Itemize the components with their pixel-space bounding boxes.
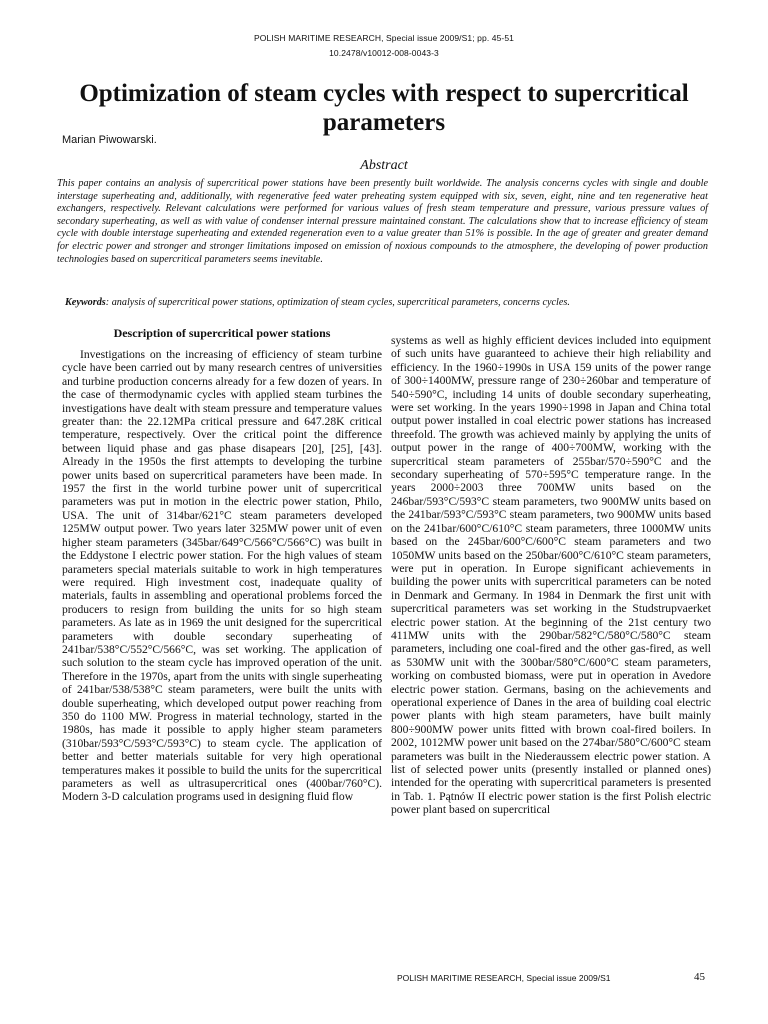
- right-column: [391, 334, 711, 817]
- doi: 10.2478/v10012-008-0043-3: [329, 48, 439, 58]
- journal-header: POLISH MARITIME RESEARCH, Special issue 2009/S1; pp. 45-51: [254, 33, 514, 43]
- footer-journal: POLISH MARITIME RESEARCH, Special issue 2009/S1: [397, 973, 611, 983]
- abstract-body: This paper contains an analysis of supercritical power stations have been presently built worldwide. The analysis concerns cycles with single and double interstage superheating and, additionally, with regenerative feed water preheating system equipped with six, seven, eight, nine and ten regenerative heat exchangers, respectively. Relevant calculations were performed for various values of fresh steam temperature and pressure, various pressure values of secondary superheating, as well as with value of condenser internal pressure maintained constant. The calculations show that to increase efficiency of steam cycle with double interstage superheating and extended regeneration even to a value greater than 51% is possible. In the age of greater and greater demand for electric power and stronger and stronger limitations imposed on emission of noxious compounds to the atmosphere, the developing of power production technologies based on supercritical parameters seems inevitable.: [57, 178, 708, 265]
- page-number: 45: [694, 971, 705, 983]
- body-paragraph: Investigations on the increasing of efficiency of steam turbine cycle have been carried out by many research centres of universities and turbine production concerns already for a few dozen of years. In the case of thermodynamic cycles with applied steam turbines the investigations have dealt with steam pressure and temperature values greater than: the 22.12MPa critical pressure and 647.28K critical temperature, respectively. Over the critical point the difference between liquid phase and gas phase disapears [20], [25], [43]. Already in the 1950s the first attempts to developing the turbine power units based on supercritical parameters have been made. In 1957 the first in the world turbine power unit of supercritical parameters was put in motion in the electric power station, Philo, USA. The unit of 314bar/621°C steam parameters developed 125MW output power. Two years later 325MW power unit of even higher steam parameters (345bar/649°C/566°C/566°C) was built in the Eddystone I electric power station. For the high values of steam parameters special materials suitable to work in high temperatures were required. High investment cost, inadequate quality of materials, faults in assembling and operational problems forced the producers to resign from building the units for so high steam parameters. As late as in 1969 the unit designed for the supercritical parameters with double secondary superheating of 241bar/538°C/552°C/566°C, was set working. The application of such solution to the steam cycle has improved operation of the unit. Therefore in the 1970s, apart from the units with single superheating of 241bar/538/538°C steam parameters, were built the units with double superheating, which developed output power reaching from 350 do 1100 MW. Progress in material technology, started in the 1980s, has made it possible to apply higher steam parameters (310bar/593°C/593°C/593°C) to steam cycle. The application of better and better materials suitable for very high operational temperatures makes it possible to build the units for the supercritical parameters as well as ultrasupercritical ones (400bar/760°C). Modern 3-D calculation programs used in designing fluid flow: [62, 348, 383, 804]
- keywords: [65, 296, 715, 309]
- keywords-text: : analysis of supercritical power stations, optimization of steam cycles, supercritical parameters, concerns cycles.: [105, 297, 570, 308]
- left-column: [62, 326, 382, 804]
- paper-title: Optimization of steam cycles with respect to supercritical parameters: [79, 79, 689, 136]
- abstract-heading: Abstract: [360, 158, 408, 173]
- section-title: Description of supercritical power stations: [113, 326, 331, 340]
- body-paragraph: systems as well as highly efficient devices included into equipment of such units have guaranteed to achieve their high reliability and efficiency. In the 1960÷1990s in USA 159 units of the power range of 300÷1400MW, pressure range of 230÷260bar and temperature of 540÷590°C, including 14 units of double secondary superheating, were set working. In the years 1990÷1998 in Japan and China total output power installed in coal electric power stations has increased threefold. The growth was achieved mainly by applying the units of output power in the range of 400÷700MW, working with the supercritical steam parameters of 255bar/570÷590°C and the secondary superheating of 570÷595°C temperature range. In the years 2000÷2003 three 700MW units based on the 246bar/593°C/593°C steam parameters, two 900MW units based on the 241bar/593°C/593°C steam parameters, two 900MW units based on the 241bar/600°C/610°C steam parameters, three 1000MW units based on the 245bar/600°C/600°C steam parameters and two 1050MW units based on the 250bar/600°C/610°C steam parameters, were put in operation. In Europe significant achievements in building the power units with supercritical parameters can be noted in Denmark and Germany. In 1984 in Denmark the first unit with supercritical parameters was set working in the Studstrupvaerket electric power station. At the beginning of the 21st century two 411MW units with the 290bar/582°C/580°C/580°C steam parameters, including one coal-fired and the other gas-fired, as well as 530MW unit with the 300bar/580°C/600°C steam parameters, working on combusted biomass, were put in operation in Avedore electric power station. Germans, basing on the achievements and operational experience of Danes in the area of building coal electric power plants with high steam parameters, have built mainly 800÷900MW power units fitted with brown coal-fired boilers. In 2002, 1012MW power unit based on the 274bar/580°C/600°C steam parameters was built in the Niederaussem electric power station. A list of selected power units (presently installed or planned ones) intended for the operating with supercritical parameters is presented in Tab. 1. Pątnów II electric power station is the first Polish electric power plant based on supercritical: [391, 334, 711, 817]
- keywords-label: Keywords: [65, 297, 106, 308]
- author-name: Marian Piwowarski.: [62, 134, 157, 146]
